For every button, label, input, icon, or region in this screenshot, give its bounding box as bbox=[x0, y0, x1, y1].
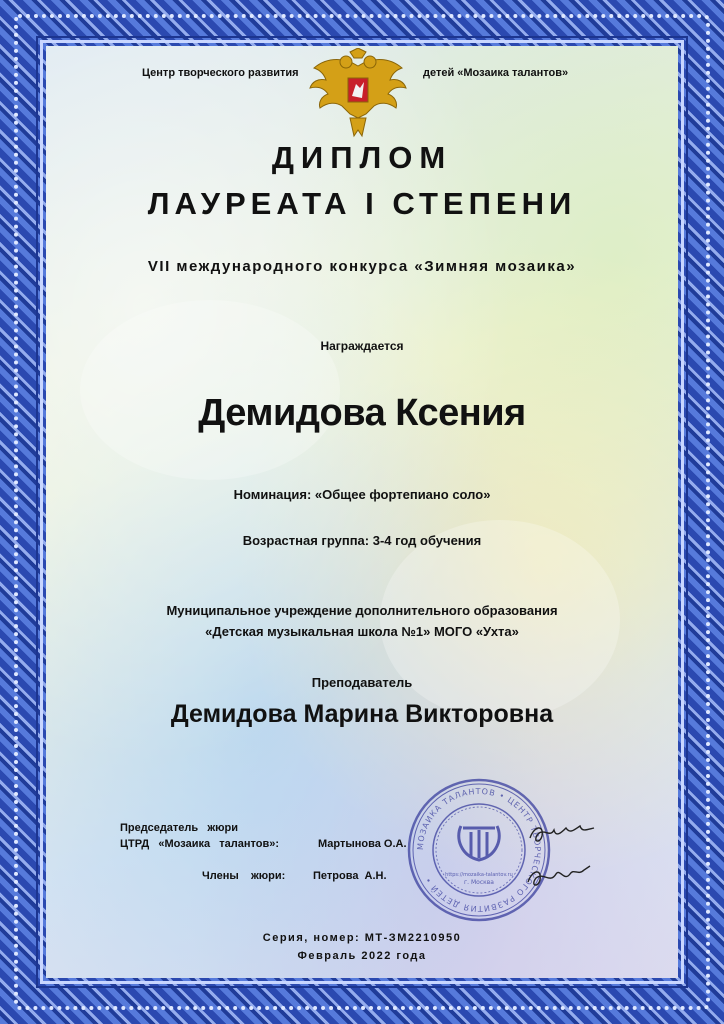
jury-member-name: Петрова А.Н. bbox=[313, 870, 387, 882]
jury-chair-organization: ЦТРД «Мозаика талантов»: bbox=[120, 838, 280, 850]
lyre-icon bbox=[459, 826, 500, 860]
jury-chair-name: Мартынова О.А. bbox=[318, 838, 407, 850]
nomination: Номинация: «Общее фортепиано соло» bbox=[233, 487, 491, 502]
coat-of-arms-emblem bbox=[306, 48, 410, 140]
organization-name-left: Центр творческого развития bbox=[142, 67, 299, 79]
teacher-label: Преподаватель bbox=[311, 675, 413, 690]
diploma-degree: ЛАУРЕАТА I СТЕПЕНИ bbox=[147, 186, 577, 221]
contest-name: VII международного конкурса «Зимняя мозаика» bbox=[147, 258, 577, 275]
institution-line-1: Муниципальное учреждение дополнительного образования bbox=[166, 603, 558, 618]
stamp-ring-text: МОЗАИКА ТАЛАНТОВ • ЦЕНТР ТВОРЧЕСКОГО РАЗВИТИЯ ДЕТЕЙ • bbox=[415, 786, 543, 914]
issue-date: Февраль 2022 года bbox=[297, 950, 427, 962]
awarded-label: Награждается bbox=[320, 339, 404, 353]
age-group: Возрастная группа: 3-4 год обучения bbox=[242, 533, 482, 548]
jury-members-label: Члены жюри: bbox=[202, 870, 286, 882]
jury-chair-label: Председатель жюри bbox=[120, 822, 239, 834]
stamp-site: https://mozaika-talantov.ru bbox=[445, 872, 513, 878]
stamp-city: г. Москва bbox=[464, 879, 494, 886]
organization-name-right: детей «Мозаика талантов» bbox=[423, 67, 569, 79]
teacher-name: Демидова Марина Викторовна bbox=[170, 700, 554, 728]
recipient-name: Демидова Ксения bbox=[198, 392, 526, 434]
institution-line-2: «Детская музыкальная школа №1» МОГО «Ухта» bbox=[205, 624, 519, 639]
diploma-title: ДИПЛОМ bbox=[271, 140, 453, 175]
handwritten-signatures bbox=[520, 808, 600, 908]
series-number: Серия, номер: МТ-ЗМ2210950 bbox=[262, 932, 462, 944]
